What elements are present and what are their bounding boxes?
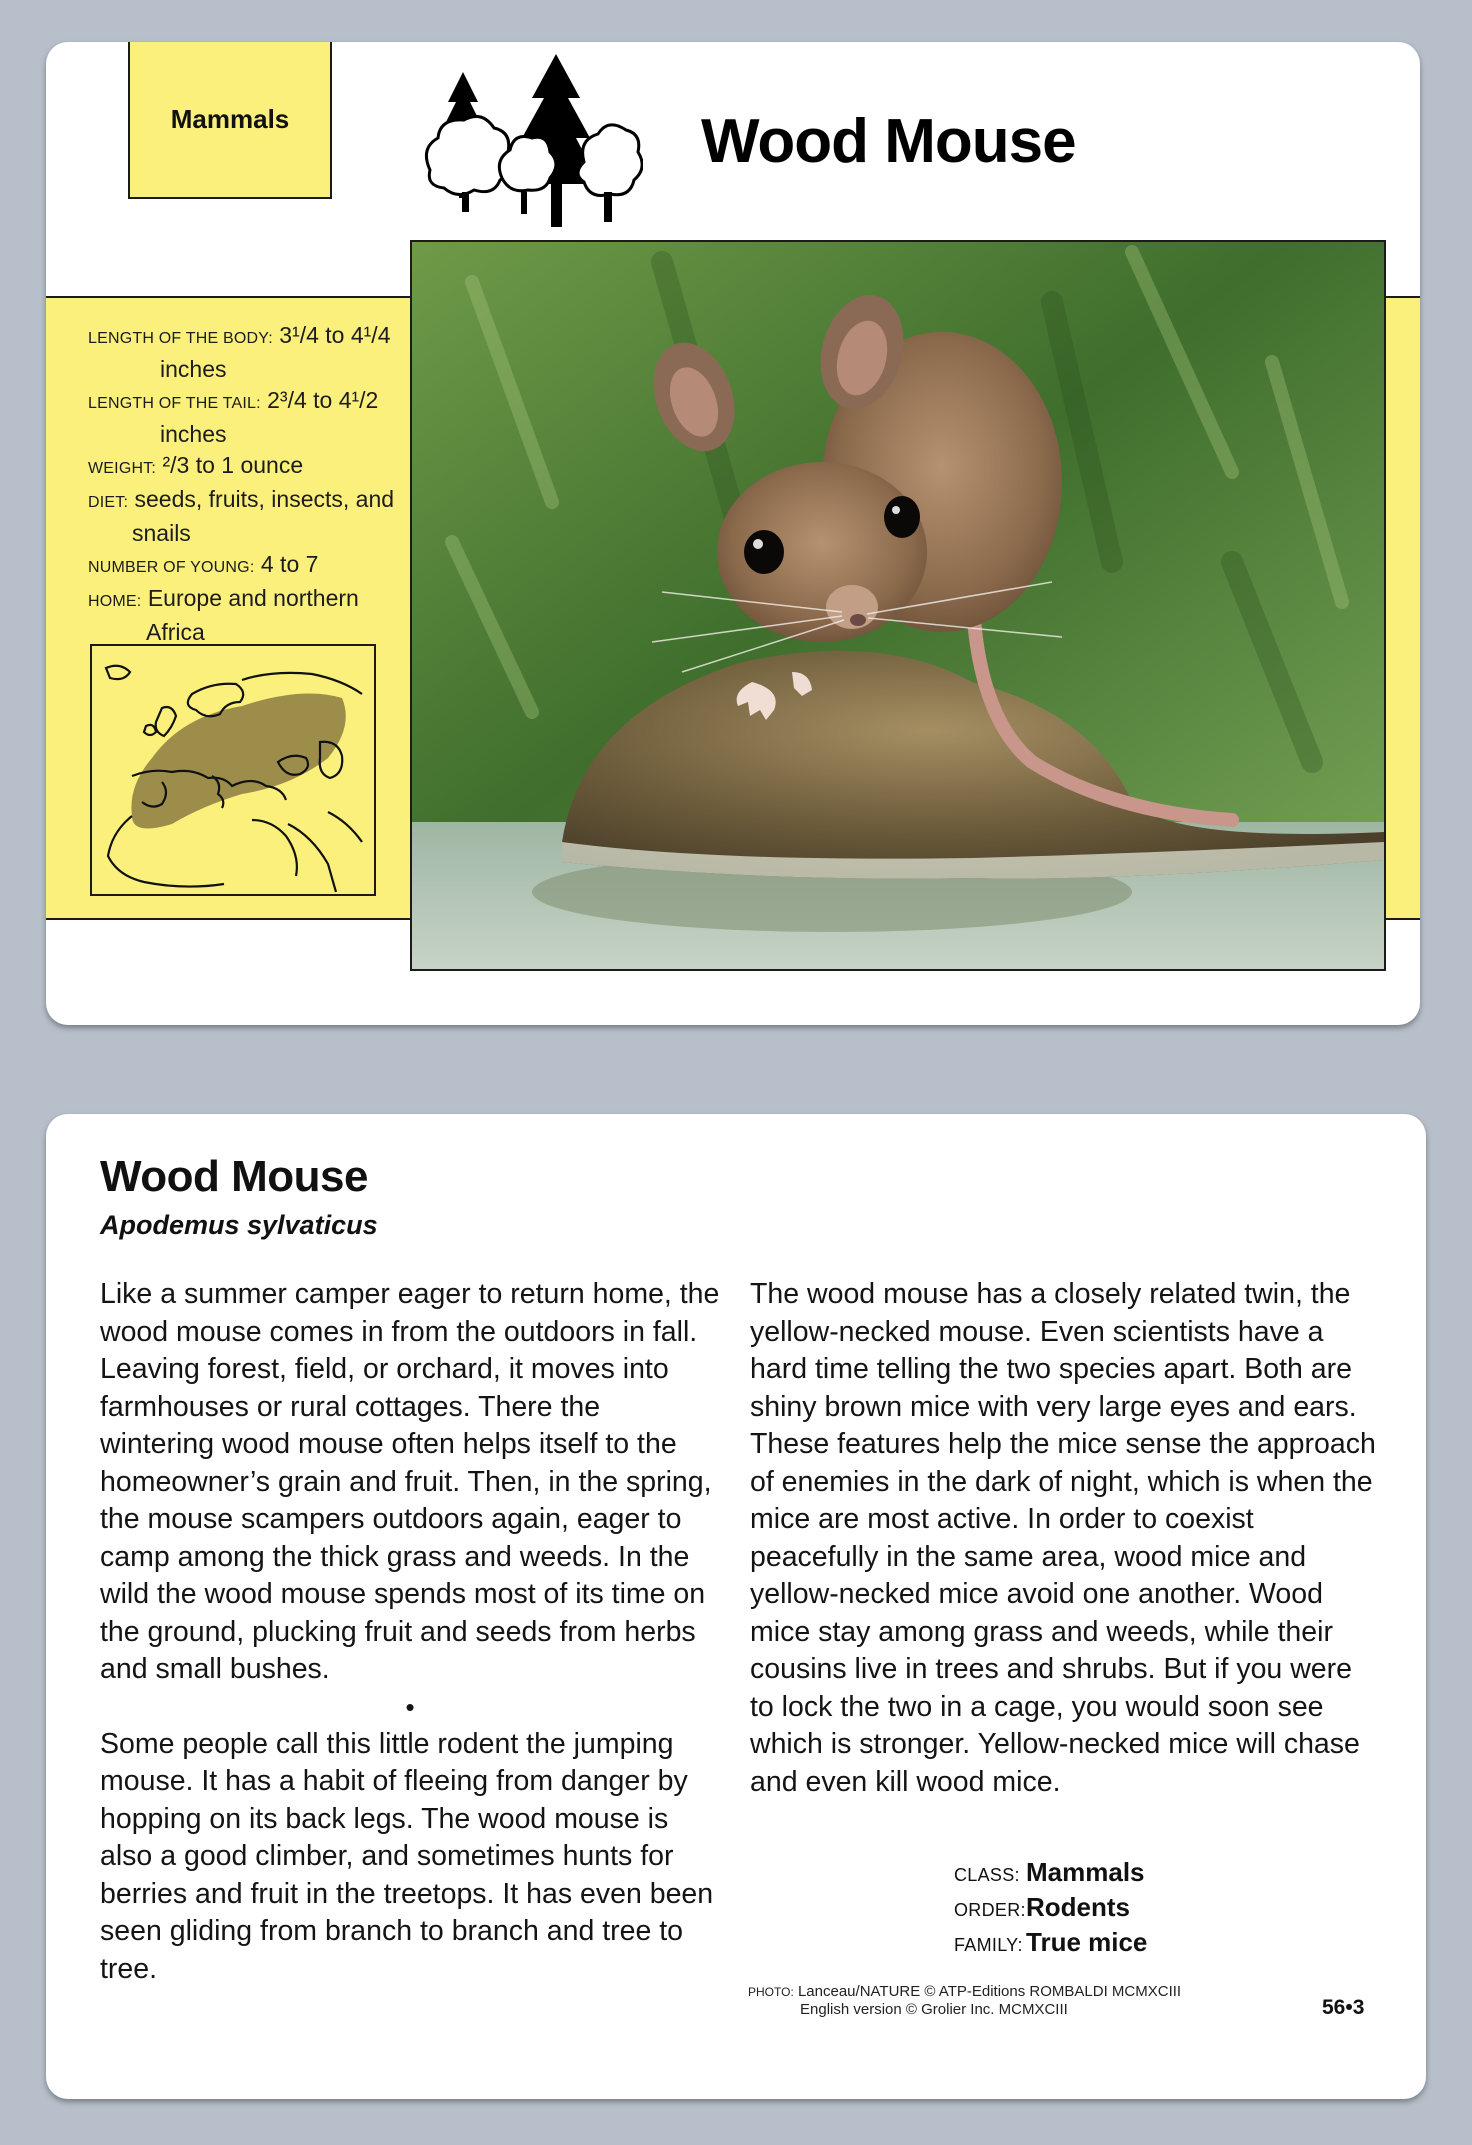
- fact-value: 2³/4 to 4¹/2: [267, 387, 379, 413]
- fact-value-cont: snails: [132, 520, 191, 546]
- paragraph: The wood mouse has a closely related twin, the yellow-necked mouse. Even scientists have a hard time telling the two species apart. Both are shiny brown mice with very large eyes and ears. These features help the mice sense the approach of enemies in the dark of night, which is when the mice are most active. In order to coexist peacefully in the same area, wood mice and yellow-necked mice avoid one another. Wood mice stay among grass and weeds, while their cousins live in trees and shrubs. But if you were to lock the two in a cage, you would soon see which is stronger. Yellow-necked mice will chase and even kill wood mice.: [750, 1278, 1376, 1798]
- family-value: True mice: [1026, 1927, 1148, 1957]
- fact-value: Europe and northern: [147, 585, 359, 611]
- photo-credits: [748, 1983, 1181, 2019]
- back-title: Wood Mouse: [100, 1152, 368, 1201]
- credit-line-2: English version © Grolier Inc. MCMXCIII: [800, 2001, 1068, 2018]
- fact-list: [88, 320, 408, 648]
- bullet-separator: •: [405, 1691, 415, 1722]
- photo-label: PHOTO:: [748, 1985, 794, 1999]
- fact-label: HOME:: [88, 593, 142, 610]
- fact-tail-length: [88, 385, 408, 450]
- scientific-name: Apodemus sylvaticus: [100, 1210, 378, 1240]
- fact-label: DIET:: [88, 494, 129, 511]
- fact-label: WEIGHT:: [88, 460, 157, 477]
- category-label: Mammals: [128, 42, 332, 199]
- order-value: Rodents: [1026, 1892, 1130, 1922]
- fact-label: LENGTH OF THE TAIL:: [88, 395, 261, 412]
- class-value: Mammals: [1026, 1857, 1145, 1887]
- front-title: Wood Mouse: [701, 107, 1076, 176]
- fact-young: [88, 549, 408, 583]
- fact-value: 3¹/4 to 4¹/4: [279, 322, 391, 348]
- text-column-left: [100, 1276, 720, 1988]
- credit-line-1: [748, 1983, 1181, 2001]
- fact-weight: [88, 450, 408, 484]
- order-label: ORDER:: [954, 1900, 1026, 1920]
- fact-value-cont: Africa: [146, 619, 205, 645]
- fact-label: NUMBER OF YOUNG:: [88, 559, 255, 576]
- fact-value: seeds, fruits, insects, and: [134, 486, 395, 512]
- mouse-photo: [410, 240, 1386, 971]
- family-row: [954, 1926, 1147, 1961]
- paragraph: Like a summer camper eager to return home, the wood mouse comes in from the outdoors in fall. Leaving forest, field, or orchard, it moves into farmhouses or rural cottages. There the wintering wood mouse often helps itself to the homeowner’s grain and fruit. Then, in the spring, the mouse scampers outdoors again, eager to camp among the thick grass and weeds. In the wild the wood mouse spends most of its time on the ground, plucking fruit and seeds from herbs and small bushes.: [100, 1278, 720, 1685]
- fact-value-cont: inches: [160, 356, 227, 382]
- fact-label: LENGTH OF THE BODY:: [88, 330, 273, 347]
- class-row: [954, 1856, 1147, 1891]
- card-number: 56•3: [1322, 1996, 1365, 2019]
- fact-body-length: [88, 320, 408, 385]
- fact-home: [88, 583, 408, 648]
- fact-value: ²/3 to 1 ounce: [162, 452, 304, 478]
- order-row: [954, 1891, 1147, 1926]
- fact-diet: [88, 484, 408, 549]
- back-card: [46, 1114, 1426, 2099]
- family-label: FAMILY:: [954, 1935, 1023, 1955]
- text-column-right: [750, 1276, 1380, 1801]
- fact-value: 4 to 7: [260, 551, 319, 577]
- fact-value-cont: inches: [160, 421, 227, 447]
- credit-text: Lanceau/NATURE © ATP-Editions ROMBALDI MCMXCIII: [797, 1983, 1182, 2000]
- front-card: [46, 42, 1420, 1025]
- classification-table: [954, 1856, 1147, 1961]
- forest-trees-icon: [418, 52, 643, 227]
- range-map: [90, 644, 376, 896]
- class-label: CLASS:: [954, 1865, 1020, 1885]
- paragraph: Some people call this little rodent the jumping mouse. It has a habit of fleeing from danger by hopping on its back legs. The wood mouse is also a good climber, and sometimes hunts for berries and fruit in the treetops. It has even been seen gliding from branch to branch and tree to tree.: [100, 1727, 714, 1985]
